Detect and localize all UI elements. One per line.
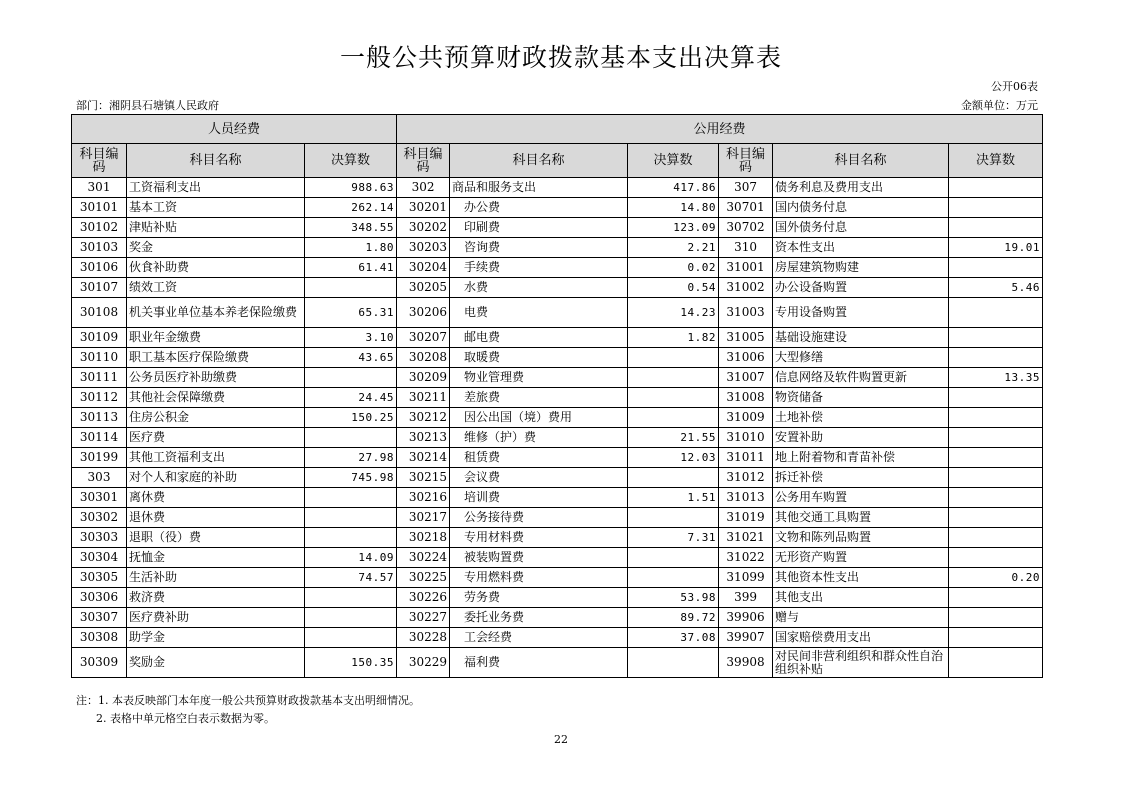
cell-amount <box>949 388 1043 408</box>
cell-code: 30213 <box>397 428 450 448</box>
cell-name: 退职（役）费 <box>127 528 305 548</box>
cell-name: 国内债务付息 <box>773 198 949 218</box>
cell-name: 奖金 <box>127 238 305 258</box>
cell-name: 绩效工资 <box>127 278 305 298</box>
cell-name: 基础设施建设 <box>773 328 949 348</box>
cell-name: 赠与 <box>773 608 949 628</box>
cell-name: 被装购置费 <box>450 548 628 568</box>
cell-code: 30226 <box>397 588 450 608</box>
table-row <box>72 528 1043 548</box>
cell-name: 对民间非营利组织和群众性自治组织补贴 <box>773 648 949 678</box>
cell-code: 302 <box>397 178 450 198</box>
cell-code: 30203 <box>397 238 450 258</box>
cell-name: 房屋建筑物购建 <box>773 258 949 278</box>
cell-amount: 14.80 <box>628 198 719 218</box>
cell-amount <box>949 428 1043 448</box>
cell-name: 工资福利支出 <box>127 178 305 198</box>
cell-amount <box>949 648 1043 678</box>
cell-name: 水费 <box>450 278 628 298</box>
cell-code: 30113 <box>72 408 127 428</box>
cell-code: 30209 <box>397 368 450 388</box>
column-header-name: 科目名称 <box>127 144 305 178</box>
cell-name: 生活补助 <box>127 568 305 588</box>
cell-amount <box>305 628 397 648</box>
cell-name: 公务用车购置 <box>773 488 949 508</box>
cell-code: 30218 <box>397 528 450 548</box>
cell-code: 30304 <box>72 548 127 568</box>
cell-name: 公务员医疗补助缴费 <box>127 368 305 388</box>
cell-code: 30202 <box>397 218 450 238</box>
cell-name: 商品和服务支出 <box>450 178 628 198</box>
cell-amount: 89.72 <box>628 608 719 628</box>
cell-code: 30307 <box>72 608 127 628</box>
cell-amount <box>949 528 1043 548</box>
cell-name: 培训费 <box>450 488 628 508</box>
cell-code: 301 <box>72 178 127 198</box>
cell-name: 专用燃料费 <box>450 568 628 588</box>
cell-name: 工会经费 <box>450 628 628 648</box>
cell-code: 30108 <box>72 298 127 328</box>
table-row <box>72 348 1043 368</box>
cell-amount <box>949 508 1043 528</box>
cell-amount: 5.46 <box>949 278 1043 298</box>
column-header-name: 科目名称 <box>773 144 949 178</box>
cell-amount <box>628 648 719 678</box>
cell-name: 其他社会保障缴费 <box>127 388 305 408</box>
page-title: 一般公共预算财政拨款基本支出决算表 <box>339 43 782 72</box>
table-row <box>72 488 1043 508</box>
cell-code: 31002 <box>719 278 773 298</box>
amount-unit-label: 金额单位：万元 <box>961 99 1038 112</box>
table-row <box>72 388 1043 408</box>
cell-amount: 1.80 <box>305 238 397 258</box>
cell-code: 30205 <box>397 278 450 298</box>
cell-name: 助学金 <box>127 628 305 648</box>
cell-amount: 14.23 <box>628 298 719 328</box>
cell-name: 因公出国（境）费用 <box>450 408 628 428</box>
cell-amount: 74.57 <box>305 568 397 588</box>
cell-amount: 43.65 <box>305 348 397 368</box>
cell-name: 其他交通工具购置 <box>773 508 949 528</box>
cell-amount <box>949 608 1043 628</box>
cell-name: 抚恤金 <box>127 548 305 568</box>
cell-amount <box>949 468 1043 488</box>
cell-code: 30207 <box>397 328 450 348</box>
cell-name: 办公费 <box>450 198 628 218</box>
cell-code: 30114 <box>72 428 127 448</box>
cell-amount: 24.45 <box>305 388 397 408</box>
cell-name: 救济费 <box>127 588 305 608</box>
cell-code: 31019 <box>719 508 773 528</box>
table-row <box>72 608 1043 628</box>
cell-code: 30303 <box>72 528 127 548</box>
cell-name: 维修（护）费 <box>450 428 628 448</box>
cell-name: 福利费 <box>450 648 628 678</box>
cell-code: 31006 <box>719 348 773 368</box>
cell-name: 公务接待费 <box>450 508 628 528</box>
column-header-amount: 决算数 <box>628 144 719 178</box>
cell-code: 30206 <box>397 298 450 328</box>
cell-amount <box>949 408 1043 428</box>
cell-code: 31012 <box>719 468 773 488</box>
cell-code: 31009 <box>719 408 773 428</box>
table-row <box>72 298 1043 328</box>
cell-code: 30204 <box>397 258 450 278</box>
cell-amount: 7.31 <box>628 528 719 548</box>
cell-amount <box>305 368 397 388</box>
cell-name: 拆迁补偿 <box>773 468 949 488</box>
cell-name: 无形资产购置 <box>773 548 949 568</box>
column-header-code: 科目编码 <box>719 144 773 178</box>
cell-name: 基本工资 <box>127 198 305 218</box>
cell-amount <box>949 348 1043 368</box>
cell-name: 办公设备购置 <box>773 278 949 298</box>
table-row <box>72 468 1043 488</box>
cell-amount <box>628 408 719 428</box>
footnote: 2. 表格中单元格空白表示数据为零。 <box>96 712 275 725</box>
cell-code: 30211 <box>397 388 450 408</box>
column-header-name: 科目名称 <box>450 144 628 178</box>
cell-amount <box>305 508 397 528</box>
footnote: 注：1. 本表反映部门本年度一般公共预算财政拨款基本支出明细情况。 <box>76 694 420 707</box>
cell-amount <box>949 198 1043 218</box>
table-row <box>72 218 1043 238</box>
cell-amount: 1.82 <box>628 328 719 348</box>
expenditure-table <box>71 114 1043 678</box>
cell-name: 专用材料费 <box>450 528 628 548</box>
cell-code: 39906 <box>719 608 773 628</box>
cell-code: 30702 <box>719 218 773 238</box>
cell-code: 31003 <box>719 298 773 328</box>
cell-name: 国外债务付息 <box>773 218 949 238</box>
cell-name: 住房公积金 <box>127 408 305 428</box>
cell-code: 31005 <box>719 328 773 348</box>
cell-amount <box>628 548 719 568</box>
cell-amount <box>949 218 1043 238</box>
cell-amount: 12.03 <box>628 448 719 468</box>
cell-code: 303 <box>72 468 127 488</box>
cell-code: 307 <box>719 178 773 198</box>
cell-code: 30302 <box>72 508 127 528</box>
cell-code: 30212 <box>397 408 450 428</box>
department-label: 部门：湘阴县石塘镇人民政府 <box>76 99 219 112</box>
cell-name: 职工基本医疗保险缴费 <box>127 348 305 368</box>
cell-code: 30102 <box>72 218 127 238</box>
cell-code: 30301 <box>72 488 127 508</box>
table-row <box>72 628 1043 648</box>
cell-amount: 0.54 <box>628 278 719 298</box>
table-group-header <box>72 115 1043 144</box>
cell-amount <box>949 328 1043 348</box>
cell-code: 30111 <box>72 368 127 388</box>
table-row <box>72 548 1043 568</box>
table-row <box>72 198 1043 218</box>
cell-code: 30106 <box>72 258 127 278</box>
cell-amount: 123.09 <box>628 218 719 238</box>
table-row <box>72 508 1043 528</box>
cell-name: 医疗费 <box>127 428 305 448</box>
cell-amount <box>949 258 1043 278</box>
cell-code: 30228 <box>397 628 450 648</box>
table-row <box>72 408 1043 428</box>
page-number: 22 <box>554 733 568 746</box>
cell-amount <box>305 608 397 628</box>
cell-code: 30107 <box>72 278 127 298</box>
cell-name: 邮电费 <box>450 328 628 348</box>
cell-amount <box>628 508 719 528</box>
cell-code: 31008 <box>719 388 773 408</box>
cell-amount <box>628 468 719 488</box>
cell-code: 30305 <box>72 568 127 588</box>
column-header-amount: 决算数 <box>305 144 397 178</box>
cell-amount: 745.98 <box>305 468 397 488</box>
cell-code: 31013 <box>719 488 773 508</box>
cell-amount: 417.86 <box>628 178 719 198</box>
column-header-code: 科目编码 <box>72 144 127 178</box>
cell-name: 文物和陈列品购置 <box>773 528 949 548</box>
cell-amount <box>949 448 1043 468</box>
public-expense-header: 公用经费 <box>397 115 1043 144</box>
cell-amount: 27.98 <box>305 448 397 468</box>
cell-amount: 0.20 <box>949 568 1043 588</box>
cell-code: 30306 <box>72 588 127 608</box>
form-code: 公开06表 <box>991 80 1038 93</box>
cell-amount: 21.55 <box>628 428 719 448</box>
cell-amount <box>949 488 1043 508</box>
cell-name: 印刷费 <box>450 218 628 238</box>
cell-amount <box>949 628 1043 648</box>
cell-name: 地上附着物和青苗补偿 <box>773 448 949 468</box>
cell-amount: 348.55 <box>305 218 397 238</box>
cell-code: 30225 <box>397 568 450 588</box>
cell-amount: 37.08 <box>628 628 719 648</box>
cell-name: 伙食补助费 <box>127 258 305 278</box>
table-row <box>72 178 1043 198</box>
cell-amount: 14.09 <box>305 548 397 568</box>
cell-code: 30309 <box>72 648 127 678</box>
cell-amount <box>949 588 1043 608</box>
cell-name: 国家赔偿费用支出 <box>773 628 949 648</box>
cell-name: 机关事业单位基本养老保险缴费 <box>127 298 305 328</box>
cell-amount <box>305 428 397 448</box>
cell-name: 租赁费 <box>450 448 628 468</box>
cell-code: 39907 <box>719 628 773 648</box>
cell-amount: 0.02 <box>628 258 719 278</box>
table-row <box>72 328 1043 348</box>
cell-name: 离休费 <box>127 488 305 508</box>
cell-name: 物资储备 <box>773 388 949 408</box>
cell-code: 310 <box>719 238 773 258</box>
cell-code: 30101 <box>72 198 127 218</box>
cell-name: 安置补助 <box>773 428 949 448</box>
column-header-code: 科目编码 <box>397 144 450 178</box>
cell-name: 物业管理费 <box>450 368 628 388</box>
cell-name: 电费 <box>450 298 628 328</box>
table-column-header <box>72 144 1043 178</box>
cell-code: 30701 <box>719 198 773 218</box>
table-row <box>72 278 1043 298</box>
cell-amount: 150.25 <box>305 408 397 428</box>
cell-code: 31007 <box>719 368 773 388</box>
cell-name: 奖励金 <box>127 648 305 678</box>
cell-name: 职业年金缴费 <box>127 328 305 348</box>
cell-name: 其他工资福利支出 <box>127 448 305 468</box>
cell-code: 30112 <box>72 388 127 408</box>
cell-code: 31099 <box>719 568 773 588</box>
cell-amount: 61.41 <box>305 258 397 278</box>
cell-amount: 1.51 <box>628 488 719 508</box>
table-row <box>72 258 1043 278</box>
personnel-expense-header: 人员经费 <box>72 115 397 144</box>
cell-amount <box>949 298 1043 328</box>
cell-amount: 65.31 <box>305 298 397 328</box>
table-row <box>72 448 1043 468</box>
cell-amount: 988.63 <box>305 178 397 198</box>
cell-code: 30214 <box>397 448 450 468</box>
cell-amount: 53.98 <box>628 588 719 608</box>
cell-amount <box>305 488 397 508</box>
cell-amount <box>628 368 719 388</box>
cell-amount: 262.14 <box>305 198 397 218</box>
table-row <box>72 568 1043 588</box>
cell-name: 退休费 <box>127 508 305 528</box>
cell-code: 30229 <box>397 648 450 678</box>
cell-name: 对个人和家庭的补助 <box>127 468 305 488</box>
cell-amount: 150.35 <box>305 648 397 678</box>
cell-name: 咨询费 <box>450 238 628 258</box>
cell-name: 津贴补贴 <box>127 218 305 238</box>
cell-name: 医疗费补助 <box>127 608 305 628</box>
cell-code: 30308 <box>72 628 127 648</box>
cell-code: 31021 <box>719 528 773 548</box>
cell-code: 31011 <box>719 448 773 468</box>
table-row <box>72 428 1043 448</box>
cell-name: 委托业务费 <box>450 608 628 628</box>
cell-code: 30110 <box>72 348 127 368</box>
column-header-amount: 决算数 <box>949 144 1043 178</box>
cell-amount <box>628 348 719 368</box>
cell-name: 会议费 <box>450 468 628 488</box>
cell-name: 劳务费 <box>450 588 628 608</box>
cell-name: 其他资本性支出 <box>773 568 949 588</box>
table-body <box>72 178 1043 678</box>
cell-amount <box>628 388 719 408</box>
cell-name: 信息网络及软件购置更新 <box>773 368 949 388</box>
cell-code: 39908 <box>719 648 773 678</box>
cell-code: 30201 <box>397 198 450 218</box>
cell-amount <box>305 278 397 298</box>
cell-amount <box>305 528 397 548</box>
cell-amount <box>949 178 1043 198</box>
cell-code: 399 <box>719 588 773 608</box>
cell-name: 资本性支出 <box>773 238 949 258</box>
cell-amount: 13.35 <box>949 368 1043 388</box>
cell-amount <box>628 568 719 588</box>
cell-name: 专用设备购置 <box>773 298 949 328</box>
cell-name: 手续费 <box>450 258 628 278</box>
cell-code: 30227 <box>397 608 450 628</box>
cell-amount <box>305 588 397 608</box>
table-row <box>72 648 1043 678</box>
cell-name: 债务利息及费用支出 <box>773 178 949 198</box>
cell-code: 30109 <box>72 328 127 348</box>
table-row <box>72 368 1043 388</box>
cell-code: 31010 <box>719 428 773 448</box>
cell-code: 30224 <box>397 548 450 568</box>
cell-code: 31022 <box>719 548 773 568</box>
cell-code: 31001 <box>719 258 773 278</box>
cell-code: 30199 <box>72 448 127 468</box>
table-row <box>72 588 1043 608</box>
cell-amount: 19.01 <box>949 238 1043 258</box>
cell-code: 30215 <box>397 468 450 488</box>
cell-name: 其他支出 <box>773 588 949 608</box>
cell-name: 大型修缮 <box>773 348 949 368</box>
cell-code: 30208 <box>397 348 450 368</box>
cell-name: 土地补偿 <box>773 408 949 428</box>
cell-amount <box>949 548 1043 568</box>
cell-name: 差旅费 <box>450 388 628 408</box>
cell-amount: 3.10 <box>305 328 397 348</box>
cell-amount: 2.21 <box>628 238 719 258</box>
cell-code: 30217 <box>397 508 450 528</box>
cell-code: 30216 <box>397 488 450 508</box>
table-row <box>72 238 1043 258</box>
cell-code: 30103 <box>72 238 127 258</box>
cell-name: 取暖费 <box>450 348 628 368</box>
